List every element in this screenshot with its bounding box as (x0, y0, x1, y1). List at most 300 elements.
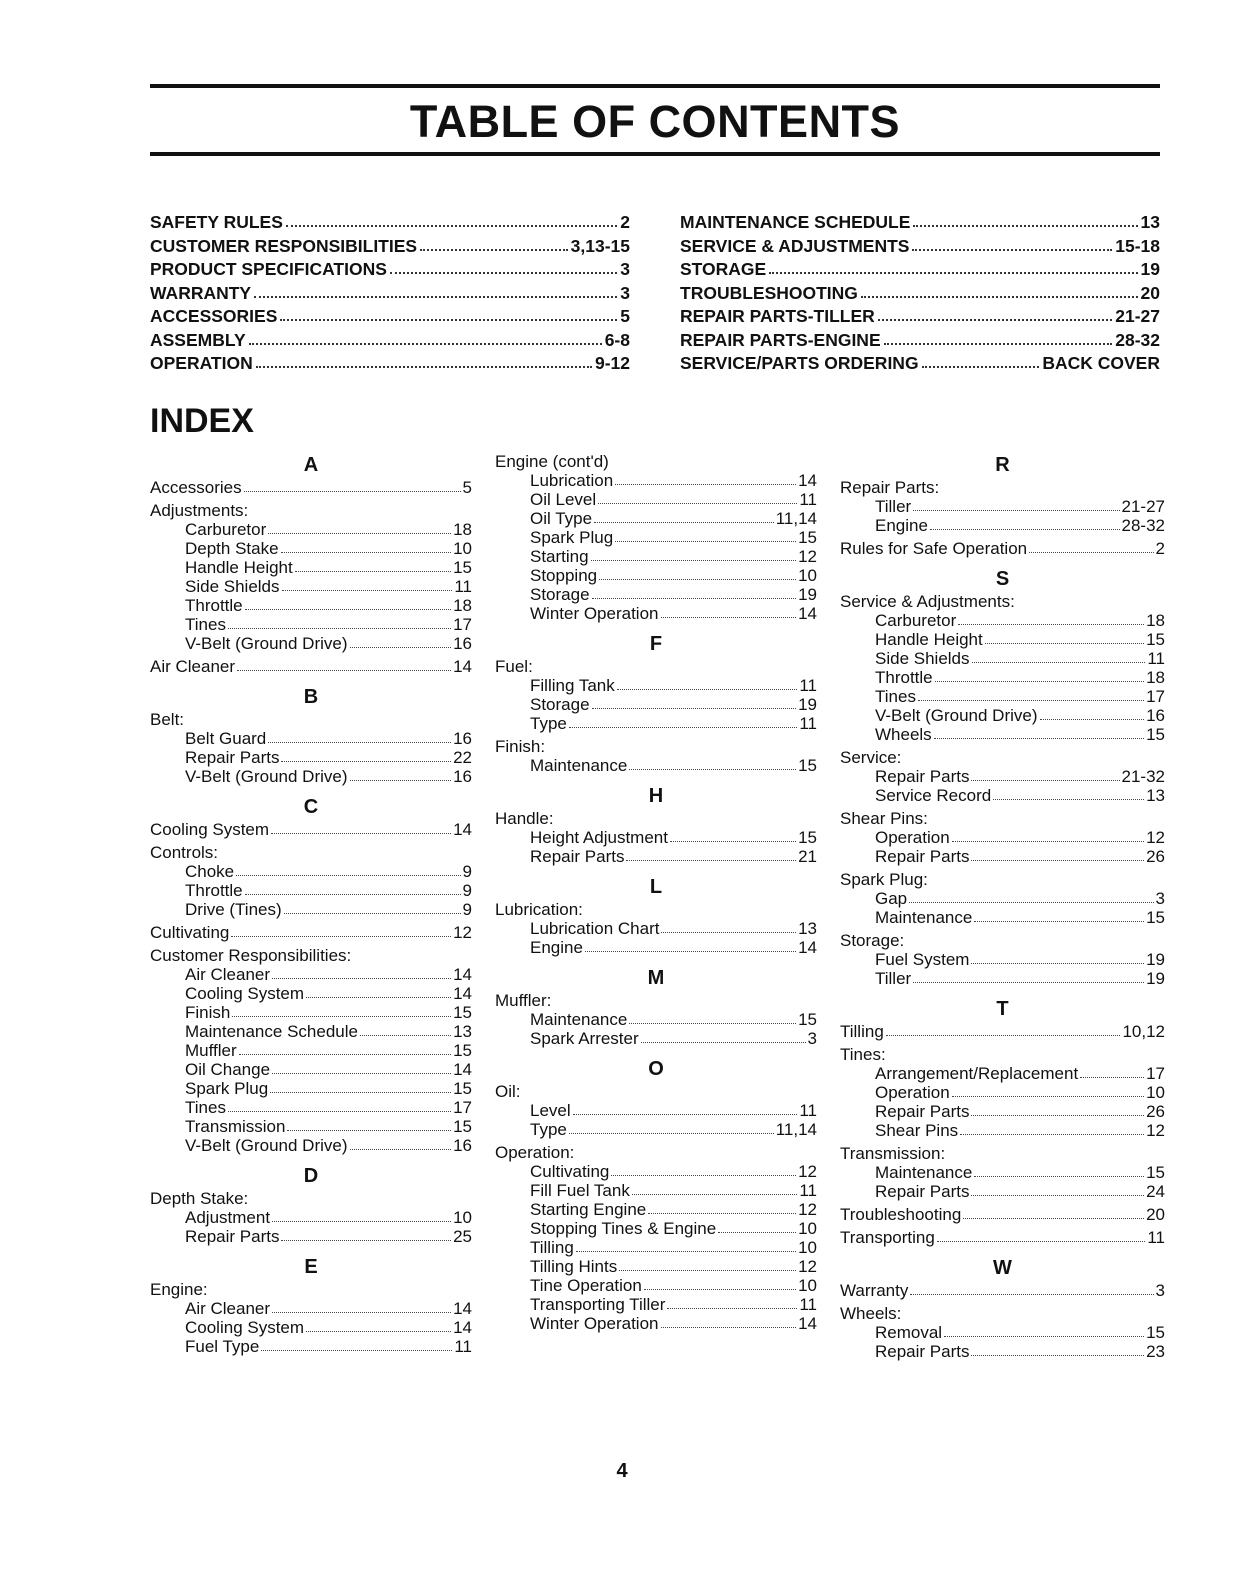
index-entry-page: 3 (1155, 1281, 1165, 1300)
index-entry-page: 26 (1146, 1102, 1165, 1121)
index-subentry (840, 908, 1165, 927)
index-entry-page: 11 (1147, 649, 1165, 668)
dot-leader (268, 530, 451, 534)
dot-leader (598, 500, 797, 504)
index-entry-page: 18 (453, 596, 472, 615)
index-entry-label: Spark Plug (530, 528, 614, 547)
index-subentry (150, 881, 472, 900)
index-entry-label: Repair Parts (185, 748, 280, 767)
dot-leader (360, 1032, 451, 1036)
index-entry-page: 17 (1146, 687, 1165, 706)
index-entry-page: 19 (1146, 969, 1165, 988)
index-entry-label: Fill Fuel Tank (530, 1181, 630, 1200)
dot-leader (245, 891, 461, 895)
index-entry-page: 15 (453, 1003, 472, 1022)
dot-leader (993, 796, 1144, 800)
toc-entry-label: REPAIR PARTS-ENGINE (680, 329, 881, 350)
index-subentry (495, 847, 817, 866)
toc-entry-page: 9-12 (594, 353, 630, 373)
index-entry-label: Finish (185, 1003, 231, 1022)
index-entry-page: 15 (1146, 1323, 1165, 1342)
toc-entry-label: CUSTOMER RESPONSIBILITIES (150, 235, 418, 256)
page-number: 4 (616, 1460, 628, 1482)
toc-entry-label: SERVICE & ADJUSTMENTS (680, 235, 910, 256)
dot-leader (282, 587, 453, 591)
index-entry-label: Operation (875, 1083, 950, 1102)
index-entry-label: Cultivating (150, 923, 230, 942)
dot-leader (256, 362, 592, 368)
dot-leader (971, 777, 1119, 781)
dot-leader (272, 1218, 451, 1222)
index-letter-heading: H (648, 785, 664, 807)
dot-leader (350, 777, 452, 781)
index-entry-label: Fuel Type (185, 1337, 260, 1356)
dot-leader (249, 339, 602, 345)
dot-leader (228, 1108, 451, 1112)
index-subentry (150, 577, 472, 596)
index-subentry (495, 547, 817, 566)
index-entry-label: Shear Pins (875, 1121, 959, 1140)
index-subentry (150, 1117, 472, 1136)
index-entry-label: Starting (530, 547, 589, 566)
index-entry-page: 25 (453, 1227, 472, 1246)
index-subentry (495, 1238, 817, 1257)
index-group-heading: Engine (cont'd) (495, 452, 609, 471)
index-entry-page: 10 (798, 566, 817, 585)
index-subentry (495, 676, 817, 695)
index-subentry (495, 1029, 817, 1048)
index-entry-page: 16 (453, 634, 472, 653)
dot-leader (913, 979, 1144, 983)
dot-leader (617, 686, 798, 690)
index-entry-page: 14 (453, 965, 472, 984)
index-entry-label: Level (530, 1101, 571, 1120)
index-subentry (840, 630, 1165, 649)
dot-leader (935, 678, 1144, 682)
index-entry-label: Cooling System (185, 1318, 305, 1337)
index-entry-page: 12 (798, 547, 817, 566)
dot-leader (390, 268, 617, 274)
dot-leader (594, 519, 774, 523)
dot-leader (306, 1328, 451, 1332)
index-entry-label: Starting Engine (530, 1200, 647, 1219)
index-group-heading: Storage: (840, 931, 905, 950)
index-letter-heading: S (995, 568, 1010, 590)
index-entry-label: Tilling (530, 1238, 574, 1257)
index-subentry (840, 706, 1165, 725)
index-subentry (840, 786, 1165, 805)
index-entry-page: 13 (798, 919, 817, 938)
dot-leader (952, 838, 1144, 842)
index-subentry (150, 900, 472, 919)
dot-leader (922, 362, 1040, 368)
index-entry-label: Tines (185, 615, 226, 634)
toc-entry (680, 259, 1160, 283)
index-subentry (495, 756, 817, 775)
index-entry-label: Storage (530, 695, 590, 714)
index-subentry (150, 558, 472, 577)
index-entry-page: 9 (462, 862, 472, 881)
dot-leader (910, 1291, 1153, 1295)
index-entry-label: Tines (875, 687, 916, 706)
toc-entry-page: 28-32 (1115, 329, 1160, 350)
index-subentry (150, 634, 472, 653)
dot-leader (231, 933, 451, 937)
toc-entry (680, 330, 1160, 354)
index-entry-label: Height Adjustment (530, 828, 668, 847)
index-subentry (840, 1083, 1165, 1102)
index-column-2 (495, 452, 817, 1333)
index-entry-label: Drive (Tines) (185, 900, 282, 919)
index-entry-page: 10 (798, 1238, 817, 1257)
index-title: INDEX (150, 402, 254, 440)
index-entry-page: 10 (453, 1208, 472, 1227)
index-group-heading: Repair Parts: (840, 478, 940, 497)
index-entry-label: Transporting (840, 1228, 935, 1247)
index-subentry (150, 1208, 472, 1227)
index-entry-label: Handle Height (185, 558, 293, 577)
toc-entry-label: PRODUCT SPECIFICATIONS (150, 259, 387, 279)
index-subentry (495, 919, 817, 938)
index-group-heading: Finish: (495, 737, 546, 756)
index-group-heading: Transmission: (840, 1144, 946, 1163)
index-entry-label: Tilling (840, 1022, 884, 1041)
dot-leader (884, 339, 1113, 345)
dot-leader (306, 994, 451, 998)
index-entry-label: Air Cleaner (150, 657, 236, 676)
dot-leader (909, 899, 1153, 903)
index-entry-label: Side Shields (185, 577, 280, 596)
index-group-heading: Depth Stake: (150, 1189, 249, 1208)
index-subentry (495, 471, 817, 490)
index-entry (840, 1228, 1165, 1247)
index-entry-page: 16 (453, 1136, 472, 1155)
index-entry-label: Type (530, 714, 567, 733)
index-entry-label: Type (530, 1120, 567, 1139)
index-entry-label: Repair Parts (875, 847, 970, 866)
index-subentry (840, 950, 1165, 969)
index-subentry (495, 1200, 817, 1219)
index-entry-page: 15 (453, 558, 472, 577)
dot-leader (971, 1192, 1144, 1196)
index-subentry (840, 516, 1165, 535)
index-letter-heading: A (303, 454, 319, 476)
dot-leader (912, 245, 1112, 251)
index-entry-label: Spark Plug (185, 1079, 269, 1098)
index-entry (150, 657, 472, 676)
index-subentry (495, 1276, 817, 1295)
toc-entry-page: 13 (1140, 212, 1160, 232)
index-subentry (150, 748, 472, 767)
index-subentry (840, 497, 1165, 516)
toc-entry-page: 3 (620, 282, 630, 303)
index-entry-label: Cooling System (150, 820, 270, 839)
index-entry-label: Lubrication (530, 471, 614, 490)
index-entry-page: 11,14 (775, 509, 817, 528)
toc-entry-label: WARRANTY (150, 282, 252, 303)
index-entry-page: 10 (798, 1219, 817, 1238)
index-entry-label: Cultivating (530, 1162, 610, 1181)
index-entry-page: 11 (799, 676, 817, 695)
index-entry-page: 11,14 (775, 1120, 817, 1139)
dot-leader (244, 488, 461, 492)
index-entry-page: 14 (453, 1060, 472, 1079)
toc-entry (680, 212, 1160, 236)
index-subentry (495, 1101, 817, 1120)
index-entry-label: Adjustment (185, 1208, 271, 1227)
index-entry-page: 24 (1146, 1182, 1165, 1201)
index-subentry (495, 490, 817, 509)
index-subentry (150, 1337, 472, 1356)
dot-leader (878, 315, 1112, 321)
index-entry-label: Storage (530, 585, 590, 604)
index-entry-label: Muffler (185, 1041, 237, 1060)
index-entry-page: 17 (1146, 1064, 1165, 1083)
index-group-heading: Spark Plug: (840, 870, 928, 889)
dot-leader (287, 1127, 451, 1131)
index-entry-label: Troubleshooting (840, 1205, 962, 1224)
toc-entry (150, 306, 630, 330)
dot-leader (886, 1032, 1121, 1036)
toc-entry-label: SERVICE/PARTS ORDERING (680, 353, 919, 373)
index-subentry (495, 1010, 817, 1029)
toc-left-column (150, 212, 630, 377)
index-subentry (840, 725, 1165, 744)
dot-leader (861, 292, 1138, 298)
index-subentry (495, 938, 817, 957)
index-entry-page: 14 (453, 1318, 472, 1337)
dot-leader (769, 268, 1137, 274)
index-entry-page: 10 (1146, 1083, 1165, 1102)
index-entry-label: V-Belt (Ground Drive) (185, 767, 348, 786)
index-entry-page: 18 (1146, 668, 1165, 687)
index-entry-label: Engine (530, 938, 583, 957)
dot-leader (284, 910, 461, 914)
index-entry-page: 14 (453, 820, 472, 839)
index-subentry (840, 668, 1165, 687)
index-entry-label: Repair Parts (875, 1102, 970, 1121)
dot-leader (958, 621, 1144, 625)
index-subentry (840, 1182, 1165, 1201)
toc-entry-page: 3 (620, 259, 630, 279)
index-group-heading: Handle: (495, 809, 554, 828)
dot-leader (661, 614, 797, 618)
index-subentry (495, 1219, 817, 1238)
index-entry (840, 1281, 1165, 1300)
dot-leader (648, 1210, 796, 1214)
index-subentry (495, 1295, 817, 1314)
index-subentry (150, 539, 472, 558)
dot-leader (971, 1112, 1144, 1116)
index-entry-page: 16 (453, 729, 472, 748)
dot-leader (632, 1191, 798, 1195)
index-entry-page: 14 (453, 984, 472, 1003)
index-entry-page: 11 (799, 490, 817, 509)
dot-leader (281, 549, 452, 553)
index-entry-page: 23 (1146, 1342, 1165, 1361)
dot-leader (271, 830, 451, 834)
index-entry-page: 12 (798, 1162, 817, 1181)
index-subentry (840, 1163, 1165, 1182)
dot-leader (592, 705, 797, 709)
index-entry-label: Wheels (875, 725, 932, 744)
dot-leader (272, 1309, 451, 1313)
index-entry-label: Cooling System (185, 984, 305, 1003)
index-group-heading: Operation: (495, 1143, 575, 1162)
index-letter-heading: O (648, 1058, 664, 1080)
index-group-heading: Oil: (495, 1082, 521, 1101)
dot-leader (591, 557, 796, 561)
index-entry-label: Repair Parts (875, 767, 970, 786)
toc-entry-page: 5 (620, 306, 630, 326)
dot-leader (641, 1039, 806, 1043)
dot-leader (569, 724, 797, 728)
index-entry-page: 12 (798, 1200, 817, 1219)
index-entry-label: Repair Parts (875, 1342, 970, 1361)
index-group-heading: Muffler: (495, 991, 552, 1010)
index-entry-label: Gap (875, 889, 908, 908)
index-entry-page: 10 (798, 1276, 817, 1295)
dot-leader (270, 1089, 451, 1093)
dot-leader (661, 929, 796, 933)
index-entry-label: Tines (185, 1098, 226, 1117)
index-entry-page: 16 (1146, 706, 1165, 725)
index-entry-page: 2 (1155, 539, 1165, 558)
toc-entry (150, 236, 630, 260)
index-subentry (150, 1060, 472, 1079)
index-entry-page: 12 (1146, 1121, 1165, 1140)
dot-leader (585, 948, 796, 952)
dot-leader (272, 1070, 451, 1074)
index-entry-label: Repair Parts (875, 1182, 970, 1201)
toc-entry-label: ASSEMBLY (150, 329, 246, 350)
dot-leader (944, 1333, 1144, 1337)
index-entry (150, 820, 472, 839)
index-entry-label: Oil Change (185, 1060, 271, 1079)
index-entry-label: Depth Stake (185, 539, 279, 558)
index-entry-label: Maintenance (530, 1010, 628, 1029)
index-group-heading: Wheels: (840, 1304, 902, 1323)
toc-entry-page: 19 (1140, 259, 1160, 279)
dot-leader (619, 1267, 796, 1271)
index-entry-label: Stopping (530, 566, 598, 585)
index-subentry (840, 1102, 1165, 1121)
index-entry-page: 11 (454, 1337, 472, 1356)
index-entry-label: Tiller (875, 969, 912, 988)
index-letter-heading: R (995, 454, 1010, 476)
index-subentry (150, 1041, 472, 1060)
index-entry-label: Air Cleaner (185, 1299, 271, 1318)
index-letter-heading: T (996, 998, 1009, 1020)
index-entry-label: Maintenance (530, 756, 628, 775)
index-entry-page: 15 (798, 828, 817, 847)
index-entry-label: Maintenance Schedule (185, 1022, 358, 1041)
index-entry-page: 15 (453, 1041, 472, 1060)
index-group-heading: Tines: (840, 1045, 886, 1064)
index-entry-label: Throttle (185, 881, 243, 900)
index-entry-page: 13 (453, 1022, 472, 1041)
dot-leader (592, 595, 797, 599)
dot-leader (245, 606, 451, 610)
index-entry-page: 10 (453, 539, 472, 558)
index-entry-label: Repair Parts (530, 847, 625, 866)
toc-entry (680, 353, 1160, 377)
index-subentry (495, 1162, 817, 1181)
index-letter-heading: W (993, 1257, 1012, 1279)
index-entry-label: Maintenance (875, 1163, 973, 1182)
index-entry-label: Air Cleaner (185, 965, 271, 984)
index-entry-label: Warranty (840, 1281, 909, 1300)
dot-leader (1080, 1074, 1144, 1078)
index-subentry (150, 1098, 472, 1117)
index-group-heading: Belt: (150, 710, 185, 729)
index-entry-label: Engine (875, 516, 928, 535)
index-subentry (150, 984, 472, 1003)
index-group-heading: Fuel: (495, 657, 533, 676)
index-entry-page: 21-32 (1121, 767, 1165, 786)
index-subentry (495, 566, 817, 585)
toc-entry-page: 15-18 (1115, 235, 1160, 256)
index-entry-label: Lubrication Chart (530, 919, 660, 938)
index-subentry (495, 585, 817, 604)
index-entry-page: 14 (798, 604, 817, 623)
index-entry-page: 14 (798, 471, 817, 490)
dot-leader (295, 568, 451, 572)
index-entry-label: Removal (875, 1323, 943, 1342)
dot-leader (611, 1172, 796, 1176)
index-subentry (495, 1120, 817, 1139)
index-subentry (840, 1064, 1165, 1083)
dot-leader (937, 1238, 1146, 1242)
index-group-heading: Lubrication: (495, 900, 583, 919)
index-entry-page: 11 (799, 1295, 817, 1314)
dot-leader (239, 1051, 451, 1055)
index-group-heading: Shear Pins: (840, 809, 928, 828)
index-subentry (840, 611, 1165, 630)
index-entry-label: Maintenance (875, 908, 973, 927)
index-entry-page: 20 (1146, 1205, 1165, 1224)
index-letter-heading: M (647, 967, 665, 989)
index-entry-page: 3 (807, 1029, 817, 1048)
dot-leader (228, 625, 451, 629)
index-entry (840, 1022, 1165, 1041)
dot-leader (569, 1130, 774, 1134)
index-subentry (840, 767, 1165, 786)
toc-entry-label: STORAGE (680, 259, 767, 279)
dot-leader (952, 1093, 1144, 1097)
dot-leader (963, 1215, 1144, 1219)
dot-leader (261, 1347, 452, 1351)
index-subentry (840, 687, 1165, 706)
index-entry-page: 18 (1146, 611, 1165, 630)
dot-leader (599, 576, 796, 580)
dot-leader (972, 659, 1146, 663)
index-subentry (495, 1257, 817, 1276)
index-entry-page: 16 (453, 767, 472, 786)
dot-leader (974, 918, 1144, 922)
index-entry-page: 14 (798, 938, 817, 957)
index-subentry (495, 1314, 817, 1333)
index-entry-page: 12 (1146, 828, 1165, 847)
index-entry (150, 478, 472, 497)
index-entry-page: 11 (454, 577, 472, 596)
index-entry-page: 15 (798, 756, 817, 775)
index-entry-label: Throttle (875, 668, 933, 687)
index-subentry (840, 1342, 1165, 1361)
index-entry-label: Accessories (150, 478, 242, 497)
index-subentry (150, 965, 472, 984)
index-letter-heading: E (304, 1256, 318, 1278)
